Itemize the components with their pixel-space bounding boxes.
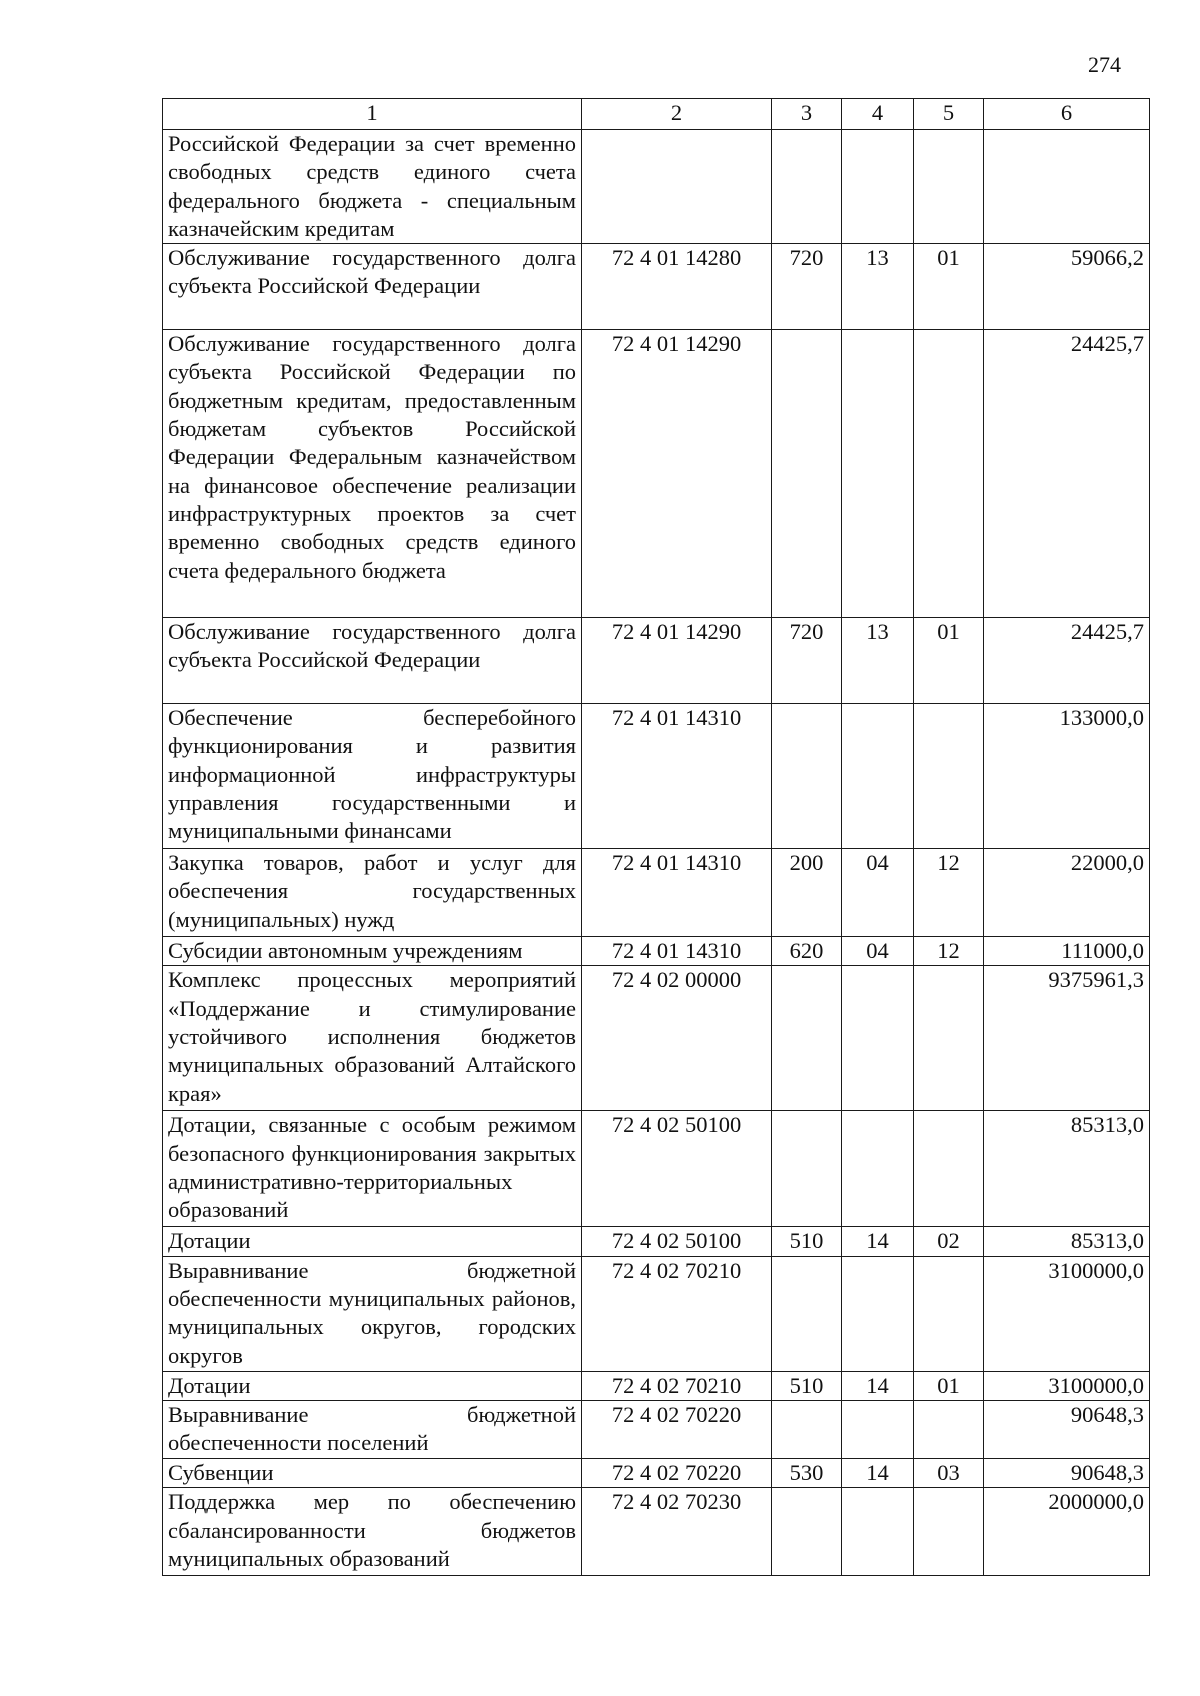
row-name: Дотации xyxy=(163,1371,582,1400)
row-col-4 xyxy=(842,1488,914,1576)
row-col-4 xyxy=(842,1256,914,1371)
page-number: 274 xyxy=(1088,52,1121,77)
row-name: Дотации, связанные с особым режимом безопасного функционирования закрытых административно-территориальных образований xyxy=(163,1111,582,1227)
row-name: Обслуживание государственного долга субъекта Российской Федерации xyxy=(163,244,582,330)
table-row xyxy=(163,966,1150,1111)
row-name: Обеспечение бесперебойного функционирования и развития информационной инфраструктуры управления государственными и муниципальными финансами xyxy=(163,704,582,849)
row-name: Субсидии автономным учреждениям xyxy=(163,937,582,966)
row-col-4: 14 xyxy=(842,1459,914,1488)
row-col-3: 510 xyxy=(772,1227,842,1256)
row-sum: 3100000,0 xyxy=(984,1256,1150,1371)
row-sum: 59066,2 xyxy=(984,244,1150,330)
row-col-5: 01 xyxy=(914,244,984,330)
table-header xyxy=(163,99,1150,130)
row-col-5 xyxy=(914,1111,984,1227)
row-col-4: 04 xyxy=(842,937,914,966)
row-col-3 xyxy=(772,1256,842,1371)
table-row xyxy=(163,618,1150,704)
row-col-3 xyxy=(772,130,842,244)
table-row xyxy=(163,330,1150,618)
row-col-5 xyxy=(914,130,984,244)
table-row xyxy=(163,1256,1150,1371)
header-col-3: 3 xyxy=(772,99,842,130)
row-col-3 xyxy=(772,1401,842,1459)
row-col-3: 510 xyxy=(772,1371,842,1400)
row-code: 72 4 02 70220 xyxy=(582,1459,772,1488)
header-col-6: 6 xyxy=(984,99,1150,130)
row-sum: 2000000,0 xyxy=(984,1488,1150,1576)
row-sum: 90648,3 xyxy=(984,1459,1150,1488)
row-col-3 xyxy=(772,330,842,618)
table-row xyxy=(163,1488,1150,1576)
row-col-3 xyxy=(772,1111,842,1227)
row-sum: 85313,0 xyxy=(984,1227,1150,1256)
row-name: Выравнивание бюджетной обеспеченности муниципальных районов, муниципальных округов, городских округов xyxy=(163,1256,582,1371)
header-col-5: 5 xyxy=(914,99,984,130)
table-row xyxy=(163,130,1150,244)
row-col-5: 01 xyxy=(914,618,984,704)
table-row xyxy=(163,937,1150,966)
row-sum: 90648,3 xyxy=(984,1401,1150,1459)
row-col-4: 04 xyxy=(842,849,914,937)
row-name: Выравнивание бюджетной обеспеченности поселений xyxy=(163,1401,582,1459)
table-row xyxy=(163,1371,1150,1400)
row-sum: 111000,0 xyxy=(984,937,1150,966)
row-name: Комплекс процессных мероприятий «Поддержание и стимулирование устойчивого исполнения бюджетов муниципальных образований Алтайского края» xyxy=(163,966,582,1111)
row-code: 72 4 02 70210 xyxy=(582,1256,772,1371)
header-col-4: 4 xyxy=(842,99,914,130)
row-col-5 xyxy=(914,330,984,618)
table-row xyxy=(163,1459,1150,1488)
table-row xyxy=(163,849,1150,937)
row-code: 72 4 01 14310 xyxy=(582,937,772,966)
row-col-3 xyxy=(772,1488,842,1576)
row-code: 72 4 01 14280 xyxy=(582,244,772,330)
row-col-3: 720 xyxy=(772,244,842,330)
row-col-3: 200 xyxy=(772,849,842,937)
row-sum xyxy=(984,130,1150,244)
row-col-4 xyxy=(842,704,914,849)
row-code: 72 4 01 14290 xyxy=(582,618,772,704)
row-col-5 xyxy=(914,1488,984,1576)
row-code: 72 4 02 00000 xyxy=(582,966,772,1111)
row-code: 72 4 02 70220 xyxy=(582,1401,772,1459)
row-col-4 xyxy=(842,966,914,1111)
row-col-3: 720 xyxy=(772,618,842,704)
row-sum: 133000,0 xyxy=(984,704,1150,849)
row-col-5 xyxy=(914,1401,984,1459)
row-col-4: 13 xyxy=(842,618,914,704)
row-col-5 xyxy=(914,1256,984,1371)
row-code: 72 4 02 50100 xyxy=(582,1111,772,1227)
row-code: 72 4 02 70230 xyxy=(582,1488,772,1576)
header-row xyxy=(163,99,1150,130)
row-col-3: 530 xyxy=(772,1459,842,1488)
table-row xyxy=(163,1227,1150,1256)
row-col-4 xyxy=(842,1111,914,1227)
row-sum: 22000,0 xyxy=(984,849,1150,937)
row-name: Российской Федерации за счет временно свободных средств единого счета федерального бюджета - специальным казначейским кредитам xyxy=(163,130,582,244)
row-code: 72 4 01 14310 xyxy=(582,849,772,937)
row-name: Дотации xyxy=(163,1227,582,1256)
row-col-5: 01 xyxy=(914,1371,984,1400)
row-code: 72 4 02 70210 xyxy=(582,1371,772,1400)
row-sum: 24425,7 xyxy=(984,618,1150,704)
row-col-5: 12 xyxy=(914,937,984,966)
row-code: 72 4 01 14310 xyxy=(582,704,772,849)
row-name: Обслуживание государственного долга субъекта Российской Федерации xyxy=(163,618,582,704)
row-col-4: 14 xyxy=(842,1227,914,1256)
row-col-5 xyxy=(914,966,984,1111)
row-code xyxy=(582,130,772,244)
header-col-2: 2 xyxy=(582,99,772,130)
row-col-5: 12 xyxy=(914,849,984,937)
row-col-5: 03 xyxy=(914,1459,984,1488)
table-row xyxy=(163,1111,1150,1227)
row-col-4: 14 xyxy=(842,1371,914,1400)
row-name: Субвенции xyxy=(163,1459,582,1488)
header-col-1: 1 xyxy=(163,99,582,130)
table-row xyxy=(163,1401,1150,1459)
row-col-3 xyxy=(772,966,842,1111)
row-name: Обслуживание государственного долга субъекта Российской Федерации по бюджетным кредитам, предоставленным бюджетам субъектов Российской Федерации Федеральным казначейством на финансовое обеспечение реализации инфраструктурных проектов за счет временно свободных средств единого счета федерального бюджета xyxy=(163,330,582,618)
row-name: Поддержка мер по обеспечению сбалансированности бюджетов муниципальных образований xyxy=(163,1488,582,1576)
row-col-5 xyxy=(914,704,984,849)
table-body xyxy=(163,130,1150,1576)
row-col-4: 13 xyxy=(842,244,914,330)
row-sum: 24425,7 xyxy=(984,330,1150,618)
table-row xyxy=(163,244,1150,330)
row-col-5: 02 xyxy=(914,1227,984,1256)
row-col-3: 620 xyxy=(772,937,842,966)
budget-table xyxy=(162,98,1150,1576)
row-col-4 xyxy=(842,130,914,244)
row-sum: 85313,0 xyxy=(984,1111,1150,1227)
row-code: 72 4 02 50100 xyxy=(582,1227,772,1256)
row-sum: 9375961,3 xyxy=(984,966,1150,1111)
table-row xyxy=(163,704,1150,849)
row-sum: 3100000,0 xyxy=(984,1371,1150,1400)
row-col-3 xyxy=(772,704,842,849)
row-name: Закупка товаров, работ и услуг для обеспечения государственных (муниципальных) нужд xyxy=(163,849,582,937)
row-col-4 xyxy=(842,1401,914,1459)
row-code: 72 4 01 14290 xyxy=(582,330,772,618)
row-col-4 xyxy=(842,330,914,618)
